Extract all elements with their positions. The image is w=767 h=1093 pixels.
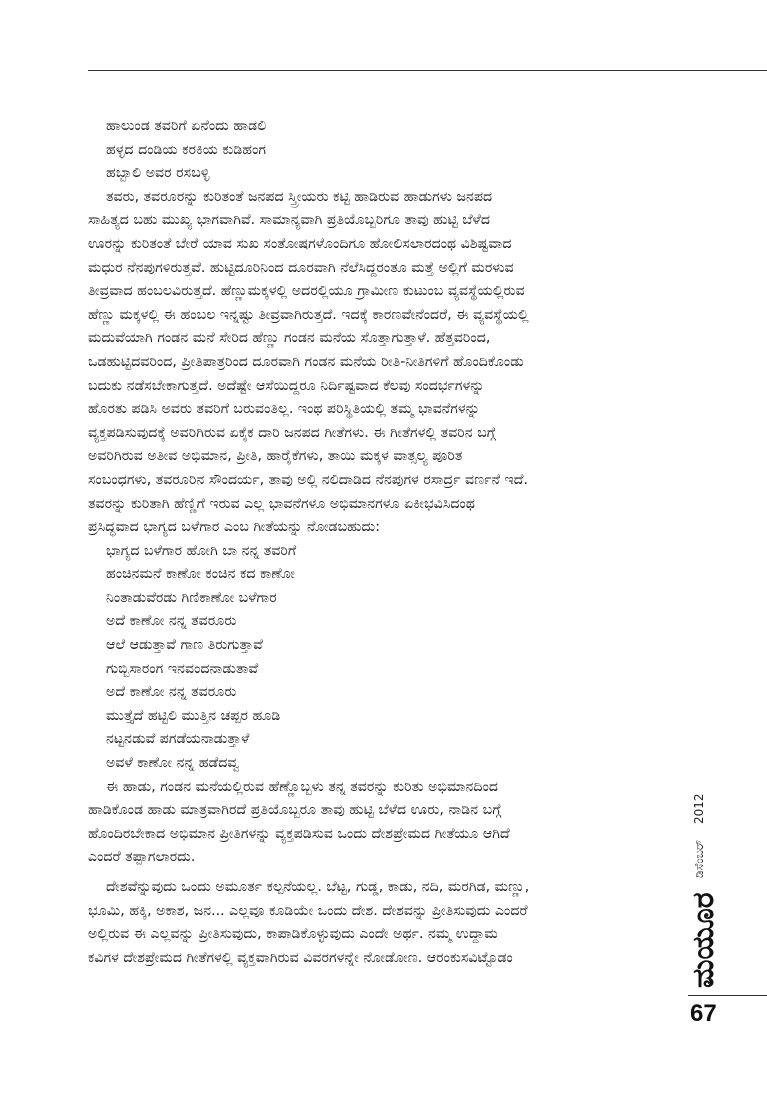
paragraph-line: ಕವಿಗಳ ದೇಶಪ್ರೇಮದ ಗೀತೆಗಳಲ್ಲಿ ವ್ಯಕ್ತವಾಗಿರುವ ವಿವರಗಳನ್ನೇ ನೋಡೋಣ. ಆರಂಕುಸವಿಟ್ಟೊಡಂ [88, 949, 513, 966]
verse-bhagyada-balegara [88, 540, 688, 776]
paragraph-line: ಹಾಡಿಕೊಂಡ ಹಾಡು ಮಾತ್ರವಾಗಿರದೆ ಪ್ರತಿಯೊಬ್ಬರೂ ತಾವು ಹುಟ್ಟಿ ಬೆಳೆದ ಊರು, ನಾಡಿನ ಬಗ್ಗೆ [88, 802, 502, 819]
paragraph-line: ಅಲ್ಲಿರುವ ಈ ಎಲ್ಲವನ್ನು ಪ್ರೀತಿಸುವುದು, ಕಾಪಾಡಿಕೊಳ್ಳುವುದು ಎಂದೇ ಅರ್ಥ. ನಮ್ಮ ಉದ್ದಾಮ [88, 926, 498, 943]
paragraph-line: ಅವರಿಗಿರುವ ಅತೀವ ಅಭಿಮಾನ, ಪ್ರೀತಿ, ಹಾರೈಕೆಗಳು, ತಾಯಿ ಮಕ್ಕಳ ವಾತ್ಸಲ್ಯ ಪೂರಿತ [88, 448, 463, 465]
paragraph-line: ಹೊರತು ಪಡಿಸಿ ಅವರು ತವರಿಗೆ ಬರುವಂತಿಲ್ಲ. ಇಂಥ ಪರಿಸ್ಥಿತಿಯಲ್ಲಿ ತಮ್ಮ ಭಾವನೆಗಳನ್ನು [88, 401, 480, 418]
verse-line: ಮುತ್ತೈದೆ ಹಟ್ಟಿಲಿ ಮುತ್ತಿನ ಚಪ್ಪರ ಹೂಡಿ [106, 707, 281, 724]
verse-line: ನಟ್ಟನಡುವೆ ಪಗಡೆಯನಾಡುತ್ತಾಳೆ [106, 731, 250, 748]
footer-rule [688, 995, 767, 996]
paragraph-song-meaning [88, 776, 688, 870]
header-rule [88, 70, 767, 71]
verse-hallunda [88, 115, 688, 186]
paragraph-tavaru [88, 186, 688, 540]
paragraph-line: ವ್ಯಕ್ತಪಡಿಸುವುದಕ್ಕೆ ಅವರಿಗಿರುವ ಏಕೈಕ ದಾರಿ ಜನಪದ ಗೀತೆಗಳು. ಈ ಗೀತೆಗಳಲ್ಲಿ ತವರಿನ ಬಗ್ಗೆ [88, 424, 496, 441]
paragraph-line: ಸಾಹಿತ್ಯದ ಬಹು ಮುಖ್ಯ ಭಾಗವಾಗಿವೆ. ಸಾಮಾನ್ಯವಾಗಿ ಪ್ರತಿಯೊಬ್ಬರಿಗೂ ತಾವು ಹುಟ್ಟಿ ಬೆಳೆದ [88, 212, 490, 229]
paragraph-line: ಮಧುರ ನೆನಪುಗಳಿರುತ್ತವೆ. ಹುಟ್ಟಿದೂರಿನಿಂದ ದೂರವಾಗಿ ನೆಲೆಸಿದ್ದರಂತೂ ಮತ್ತೆ ಅಲ್ಲಿಗೆ ಮರಳುವ [88, 259, 514, 276]
paragraph-line: ತವರನ್ನು ಕುರಿತಾಗಿ ಹೆಣ್ಣಿಗೆ ಇರುವ ಎಲ್ಲ ಭಾವನೆಗಳೂ ಅಭಿಮಾನಗಳೂ ಏಕೀಭವಿಸಿದಂಥ [88, 495, 475, 512]
paragraph-line: ಹೆಣ್ಣು ಮಕ್ಕಳಲ್ಲಿ ಈ ಹಂಬಲ ಇನ್ನಷ್ಟು ತೀವ್ರವಾಗಿರುತ್ತದೆ. ಇದಕ್ಕೆ ಕಾರಣವೇನೆಂದರೆ, ಈ ವ್ಯವಸ್ಥೆಯಲ್ಲಿ [88, 306, 529, 323]
page-number: 67 [690, 1000, 717, 1027]
paragraph-line: ಸಂಬಂಧಗಳು, ತವರೂರಿನ ಸೌಂದರ್ಯ, ತಾವು ಅಲ್ಲಿ ನಲಿದಾಡಿದ ನೆನಪುಗಳ ರಸಾರ್ದ್ರ ವರ್ಣನೆ ಇದೆ. [88, 471, 529, 488]
magazine-masthead: ಮಯೂರ [686, 892, 721, 988]
verse-line: ಹಳ್ಳದ ದಂಡಿಯ ಕರಕಿಯ ಕುಡಿಹಂಗ [106, 141, 267, 158]
verse-line: ಗುಬ್ಬಿಸಾರಂಗ ಇನವಂದನಾಡುತಾವೆ [106, 660, 259, 677]
paragraph-line: ಈ ಹಾಡು, ಗಂಡನ ಮನೆಯಲ್ಲಿರುವ ಹೆಣ್ಣೊಬ್ಬಳು ತನ್ನ ತವರನ್ನು ಕುರಿತು ಅಭಿಮಾನದಿಂದ [106, 778, 499, 795]
verse-line: ಭಾಗ್ಯದ ಬಳೆಗಾರ ಹೋಗಿ ಬಾ ನನ್ನ ತವರಿಗೆ [106, 542, 297, 559]
verse-line: ಆಲೆ ಆಡುತ್ತಾವೆ ಗಾಣ ತಿರುಗುತ್ತಾವೆ [106, 637, 263, 654]
verse-line: ಹಂಚಿನಮನೆ ಕಾಣೋ ಕಂಚಿನ ಕದ ಕಾಣೋ [106, 566, 295, 583]
verse-line: ಅವಳೆ ಕಾಣೋ ನನ್ನ ಹಡೆದವ್ವ [106, 755, 240, 772]
verse-line: ಹಾಲುಂಡ ತವರಿಗೆ ಏನೆಂದು ಹಾಡಲಿ [106, 118, 267, 134]
paragraph-line: ಭೂಮಿ, ಹಕ್ಕಿ, ಅಕಾಶ, ಜನ... ಎಲ್ಲವೂ ಕೂಡಿಯೇ ಒಂದು ದೇಶ. ದೇಶವನ್ನು ಪ್ರೀತಿಸುವುದು ಎಂದರೆ [88, 902, 528, 919]
paragraph-line: ಒಡಹುಟ್ಟಿದವರಿಂದ, ಪ್ರೀತಿಪಾತ್ರರಿಂದ ದೂರವಾಗಿ ಗಂಡನ ಮನೆಯ ರೀತಿ-ನೀತಿಗಳಿಗೆ ಹೊಂದಿಕೊಂಡು [88, 353, 524, 370]
verse-line: ನಿಂತಾಡುವೆರಡು ಗಿಣಿಕಾಣೋ ಬಳೆಗಾರ [106, 589, 277, 606]
paragraph-line: ಊರನ್ನು ಕುರಿತಂತೆ ಬೇರೆ ಯಾವ ಸುಖ ಸಂತೋಷಗಳೊಂದಿಗೂ ಹೋಲಿಸಲಾರದಂಥ ವಿಶಿಷ್ಟವಾದ [88, 235, 512, 252]
paragraph-line: ಎಂದರೆ ತಪ್ಪಾಗಲಾರದು. [88, 849, 196, 866]
paragraph-line: ಮದುವೆಯಾಗಿ ಗಂಡನ ಮನೆ ಸೇರಿದ ಹೆಣ್ಣು ಗಂಡನ ಮನೆಯ ಸೊತ್ತಾಗುತ್ತಾಳೆ. ಹೆತ್ತವರಿಂದ, [88, 330, 491, 347]
verse-line: ಹಬ್ಬಾಲಿ ಅವರ ರಸಬಳ್ಳಿ [106, 165, 210, 182]
paragraph-line: ಹೊಂದಿರಬೇಕಾದ ಅಭಿಮಾನ ಪ್ರೀತಿಗಳನ್ನು ವ್ಯಕ್ತಪಡಿಸುವ ಒಂದು ದೇಶಪ್ರೇಮದ ಗೀತೆಯೂ ಆಗಿದೆ [88, 825, 510, 842]
verse-line: ಅದೆ ಕಾಣೋ ನನ್ನ ತವರೂರು [106, 684, 237, 701]
verse-line: ಅದೆ ಕಾಣೋ ನನ್ನ ತವರೂರು [106, 613, 237, 630]
issue-year: 2012 [692, 793, 706, 824]
paragraph-line: ತವರು, ತವರೂರನ್ನು ಕುರಿತಂತೆ ಜನಪದ ಸ್ತ್ರೀಯರು ಕಟ್ಟಿ ಹಾಡಿರುವ ಹಾಡುಗಳು ಜನಪದ [106, 188, 493, 205]
paragraph-line: ದೇಶವೆನ್ನುವುದು ಒಂದು ಅಮೂರ್ತ ಕಲ್ಪನೆಯಲ್ಲ. ಬೆಟ್ಟ, ಗುಡ್ಡ, ಕಾಡು, ನದಿ, ಮರಗಿಡ, ಮಣ್ಣು, [106, 879, 530, 895]
paragraph-line: ತೀವ್ರವಾದ ಹಂಬಲವಿರುತ್ತದೆ. ಹೆಣ್ಣುಮಕ್ಕಳಲ್ಲಿ ಅದರಲ್ಲಿಯೂ ಗ್ರಾಮೀಣ ಕುಟುಂಬ ವ್ಯವಸ್ಥೆಯಲ್ಲಿರುವ [88, 283, 525, 300]
paragraph-line: ಬದುಕು ನಡೆಸಬೇಕಾಗುತ್ತದೆ. ಅದೆಷ್ಟೇ ಆಸೆಯಿದ್ದರೂ ನಿರ್ದಿಷ್ಟವಾದ ಕೆಲವು ಸಂದರ್ಭಗಳನ್ನು [88, 377, 485, 394]
article-body [88, 115, 688, 970]
paragraph-deshaprema [88, 876, 688, 970]
paragraph-line: ಪ್ರಸಿದ್ಧವಾದ ಭಾಗ್ಯದ ಬಳೆಗಾರ ಎಂಬ ಗೀತೆಯನ್ನು ನೋಡಬಹುದು: [88, 519, 380, 536]
issue-month: ಡಿಸೆಂಬರ್ [692, 839, 706, 878]
